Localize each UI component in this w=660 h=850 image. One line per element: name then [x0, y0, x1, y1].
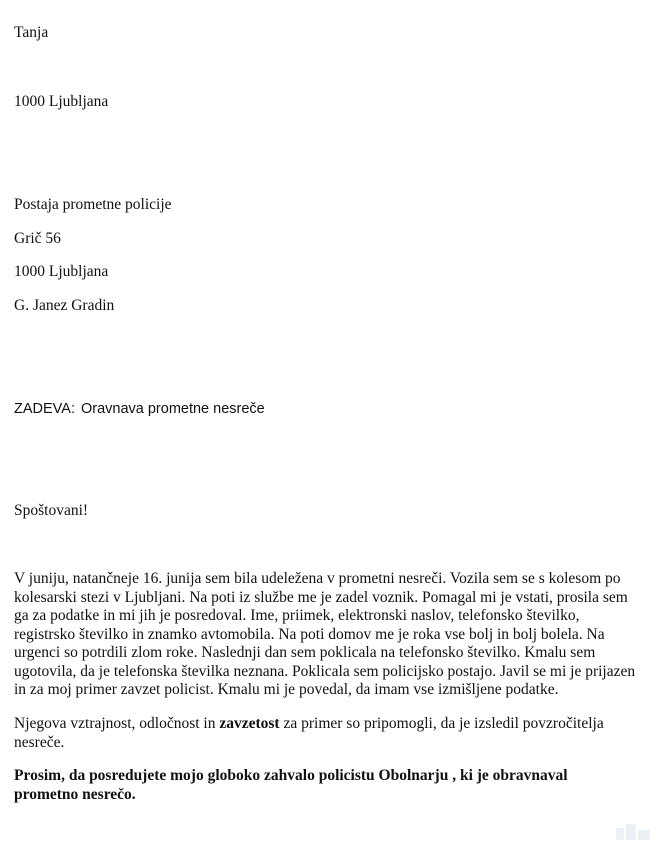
salutation: Spoštovani!: [14, 502, 89, 519]
paragraph-line: nesreče.: [14, 733, 65, 751]
paragraph-line: in za moj primer zavzet policist. Kmalu mi je povedal, da imam vse izmišljene podatke.: [14, 681, 559, 698]
subject-line: [14, 400, 265, 418]
subject-label: ZADEVA:: [14, 401, 75, 417]
recipient-street: Grič 56: [14, 230, 61, 247]
paragraph-text: Njegova vztrajnost, odločnost in: [14, 715, 220, 732]
paragraph-line: kolesarski stezi v Ljubljani. Na poti iz službe me je zadel voznik. Pomagal mi je vstati, prosila sem: [14, 588, 628, 606]
closing-line: prometno nesrečo.: [14, 785, 136, 803]
recipient-office: Postaja prometne policije: [14, 196, 172, 213]
recipient-person: G. Janez Gradin: [14, 297, 115, 314]
paragraph-line: [14, 715, 644, 734]
closing-line: Prosim, da posredujete mojo globoko zahvalo policistu Obolnarju , ki je obravnaval: [14, 767, 568, 784]
sender-city: 1000 Ljubljana: [14, 93, 109, 110]
emphasis-word: zavzetost: [219, 715, 280, 732]
sender-name: Tanja: [14, 24, 49, 41]
watermark-icon: [614, 820, 652, 842]
paragraph-line: ga za podatke in mi jih je posredoval. Ime, priimek, elektronski naslov, telefonsko številko,: [14, 607, 580, 624]
body-paragraph-1: [14, 570, 644, 700]
body-paragraph-2: [14, 715, 644, 752]
recipient-city: 1000 Ljubljana: [14, 263, 109, 280]
closing-paragraph: [14, 767, 644, 804]
paragraph-line: registrsko številko in znamko avtomobila. Na poti domov me je roka vse bolj in bolj bolela. Na: [14, 625, 605, 643]
paragraph-line: urgenci so potrdili zlom roke. Naslednji dan sem poklicala na telefonsko številko. Kmalu sem: [14, 644, 596, 661]
paragraph-line: ugotovila, da je telefonska številka neznana. Poklicala sem policijsko postajo. Javil se mi je prijazen: [14, 662, 636, 680]
paragraph-text: za primer so pripomogli, da je izsledil povzročitelja: [279, 715, 604, 732]
subject-text: Oravnava prometne nesreče: [80, 401, 265, 417]
paragraph-line: V juniju, natančneje 16. junija sem bila udeležena v prometni nesreči. Vozila sem se s kolesom po: [14, 570, 621, 587]
